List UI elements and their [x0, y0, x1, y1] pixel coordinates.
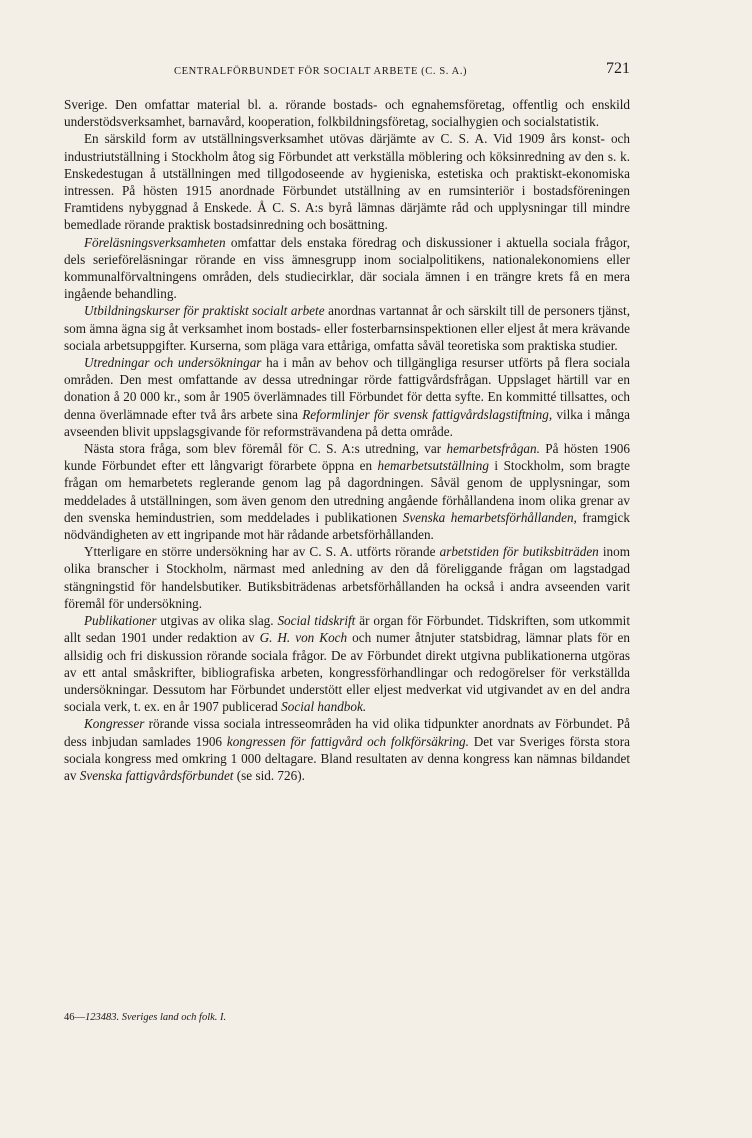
emphasis-text: hemarbetsutställning — [377, 458, 489, 474]
emphasis-text: Reformlinjer för svensk fattigvårdslagstiftning, — [302, 406, 553, 422]
text-run: En särskild form av utställningsverksamhet utövas därjämte av C. S. A. Vid 1909 års konst- och industriutställning i Stockholm åtog sig Förbundet att verkställa möblering och köksinredning av den s. k. Enskedestugan å utställningen med tillgodoseende av hygieniska, estetiska och praktiskt-ekonomiska intressen. På hösten 1915 anordnade Förbundet utställning av en rumsinteriör i bostadsföreningen Framtidens nybyggnad å Enskede. Å C. S. A:s byrå lämnas därjämte råd och upplysningar till mindre bemedlade rörande praktisk bostadsinredning och bosättning. — [64, 131, 630, 233]
text-run: rörande vissa sociala intresseområden ha vid olika tidpunkter anordnats av Förbundet. På dess inbjudan samlades 1906 — [64, 716, 630, 749]
paragraph — [64, 96, 630, 130]
body-text — [64, 96, 630, 784]
text-run: På hösten 1906 kunde Förbundet efter ett långvarigt förarbete öppna en — [64, 441, 630, 474]
text-run: anordnas vartannat år och särskilt till de personers tjänst, som ämna ägna sig åt verksamhet inom bostads- eller fosterbarnsinspektionen eller eljest åt mera krävande sociala arbetsuppgifter. Kurserna, som pläga vara ettåriga, omfatta såväl teoretiska som praktiska studier. — [64, 303, 630, 353]
text-run: inom olika branscher i Stockholm, närmast med anledning av den då föreliggande frågan om lagstadgad stängningstid för handelsbutiker. Butiksbiträdenas arbetsförhållanden ha också i andra avseenden varit föremål för undersökning. — [64, 544, 631, 611]
emphasis-text: Social tidskrift — [277, 613, 356, 629]
text-run: Sverige. Den omfattar material bl. a. rörande bostads- och egnahemsföretag, offentlig och enskild understödsverksamhet, barnavård, kooperation, folkbildningsföretag, socialhygien och socialstatistik. — [64, 97, 630, 130]
emphasis-text: Social handbok. — [281, 699, 367, 715]
emphasis-text: arbetstiden för butiksbiträden — [439, 544, 599, 560]
emphasis-text: Publikationer — [84, 613, 157, 629]
paragraph — [64, 440, 630, 543]
text-run: utgivas av olika slag. — [156, 613, 278, 629]
text-run: ha i mån av behov och tillgängliga resurser utförts på flera sociala områden. Den mest omfattande av dessa utredningar rörde fattigvårdsfrågan. Uppslaget härtill var en donation å 20 000 kr., som år 1905 överlämnades till Förbundet för detta syfte. En kommitté tillsattes, och denna överlämnade efter två års arbete sina — [64, 355, 630, 422]
emphasis-text: Svenska fattigvårdsförbundet — [79, 767, 234, 783]
page-header — [64, 60, 630, 84]
text-run: är organ för Förbundet. Tidskriften, som utkommit allt sedan 1901 under redaktion av — [64, 613, 630, 646]
paragraph — [64, 234, 630, 303]
sheet-reference: 123483. Sveriges land och folk. I. — [85, 1012, 227, 1023]
text-run: omfattar dels enstaka föredrag och diskussioner i aktuella sociala frågor, dels serieföreläsningar rörande en viss ämnesgrupp inom socialpolitikens, nationalekonomiens eller kommunalförvaltningens områden, dels studiecirklar, där sociala ämnen i en trängre krets få en mera ingående behandling. — [64, 234, 630, 302]
text-run: vilka i många avseenden blivit uppslagsgivande för reformsträvandena på detta område. — [64, 406, 630, 439]
text-run: Det var Sveriges första stora sociala kongress med omkring 1 000 deltagare. Bland resultaten av denna kongress kan nämnas bildandet av — [64, 733, 630, 783]
emphasis-text: G. H. von Koch — [259, 630, 348, 646]
text-run: i Stockholm, som bragte frågan om hemarbetets reglerande genom lag på dagordningen. Såväl genom de upplysningar, som meddelades å utställningen, som även genom den utredning angående förhållandena inom olika grenar av den svenska hemindustrien, som meddelades i publikationen — [64, 458, 630, 525]
emphasis-text: hemarbetsfrågan. — [446, 441, 540, 457]
paragraph — [64, 543, 630, 612]
text-run: och numer åtnjuter statsbidrag, lämnar plats för en allsidig och fri diskussion rörande sociala frågor. De av Förbundet direkt utgivna publikationerna utgöras av ett antal småskrifter, bibliografiska arbeten, kongressförhandlingar och redogörelser för verkställda undersökningar. Dessutom har Förbundet understött eller eljest medverkat vid utgivandet av en del andra sociala verk, t. ex. en år 1907 publicerad — [64, 630, 630, 715]
emphasis-text: Svenska hemarbetsförhållanden, — [402, 509, 577, 525]
running-head: CENTRALFÖRBUNDET FÖR SOCIALT ARBETE (C. S. A.) — [174, 66, 468, 77]
emphasis-text: kongressen för fattigvård och folkförsäkring. — [226, 733, 469, 749]
paragraph — [64, 612, 630, 715]
paragraph — [64, 302, 630, 354]
page-footer — [64, 1012, 226, 1023]
text-run: Ytterligare en större undersökning har av C. S. A. utförts rörande — [84, 544, 440, 560]
paragraph — [64, 130, 630, 233]
paragraph — [64, 354, 630, 440]
emphasis-text: Föreläsningsverksamheten — [84, 234, 226, 250]
text-run: Nästa stora fråga, som blev föremål för C. S. A:s utredning, var — [84, 441, 447, 457]
paragraph — [64, 715, 630, 784]
text-run: framgick nödvändigheten av ett ingripande mot här rådande arbetsförhållanden. — [64, 509, 630, 543]
emphasis-text: Utbildningskurser för praktiskt socialt arbete — [84, 303, 325, 319]
emphasis-text: Kongresser — [84, 716, 145, 732]
emphasis-text: Utredningar och undersökningar — [84, 355, 262, 371]
page-number: 721 — [606, 60, 630, 77]
sheet-number: 46— — [64, 1012, 85, 1023]
text-run: (se sid. 726). — [233, 767, 305, 783]
